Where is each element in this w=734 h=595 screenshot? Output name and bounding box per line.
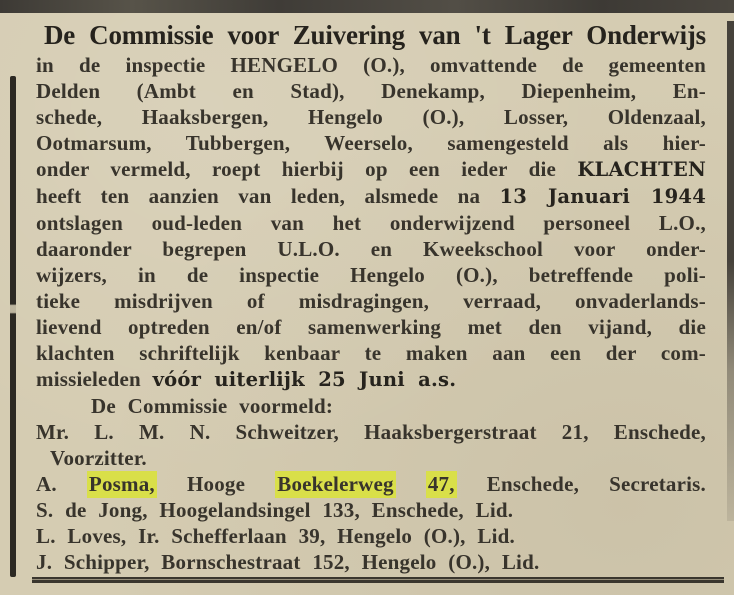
line-text: A. (36, 472, 87, 496)
article-title: De Commissie voor Zuivering van 't Lager Onderwijs (44, 20, 706, 50)
highlight-posma: Posma, (88, 472, 155, 496)
emphasis-date: 13 Januari 1944 (499, 185, 706, 208)
line-text: Enschede, Secretaris. (456, 472, 706, 496)
article-line (36, 183, 706, 210)
left-column-rule (10, 76, 16, 577)
line-text: tieke misdrijven of misdragingen, verraad, onvaderlands- (36, 289, 706, 313)
line-text: De Commissie voormeld: (91, 394, 334, 418)
line-text: S. de Jong, Hoogelandsingel 133, Enschede, Lid. (36, 498, 514, 522)
line-text: L. Loves, Ir. Schefferlaan 39, Hengelo (O.), Lid. (36, 524, 515, 548)
article-text (36, 20, 706, 575)
article-line (36, 314, 706, 340)
article-line (36, 236, 706, 262)
member-line-loves (36, 523, 706, 549)
article-line (36, 340, 706, 366)
article-line (36, 366, 706, 393)
line-text: J. Schipper, Bornschestraat 152, Hengelo (O.), Lid. (36, 550, 540, 574)
line-text: in de inspectie HENGELO (O.), omvattende de gemeenten (36, 53, 706, 77)
emphasis-deadline: vóór uiterlijk 25 Juni a.s. (152, 368, 457, 391)
line-text: Delden (Ambt en Stad), Denekamp, Diepenheim, En- (36, 79, 706, 103)
article-line (36, 156, 706, 183)
line-text: Ootmarsum, Tubbergen, Weerselo, samengesteld als hier- (36, 131, 706, 155)
article-line (36, 78, 706, 104)
highlight-47: 47, (427, 472, 455, 496)
member-line-schweitzer (36, 419, 706, 445)
member-line-dejong (36, 497, 706, 523)
article-line (36, 52, 706, 78)
bottom-divider-rule (32, 577, 724, 583)
member-line-posma (36, 471, 706, 497)
line-text: ontslagen oud-leden van het onderwijzend personeel L.O., (36, 211, 706, 235)
article-line (36, 104, 706, 130)
member-line-voorzitter (36, 445, 706, 471)
line-text: onder vermeld, roept hierbij op een ieder die (36, 157, 578, 181)
article-line (36, 288, 706, 314)
line-text: missieleden (36, 367, 153, 391)
highlight-boekelerweg: Boekelerweg (277, 472, 394, 496)
article-line (36, 262, 706, 288)
member-line-schipper (36, 549, 706, 575)
right-column-rule (727, 21, 734, 521)
line-text: Mr. L. M. N. Schweitzer, Haaksbergerstraat 21, Enschede, (36, 420, 706, 444)
line-text: Voorzitter. (50, 446, 147, 470)
line-text: klachten schriftelijk kenbaar te maken aan een der com- (36, 341, 706, 365)
article-line (36, 130, 706, 156)
article-line (36, 210, 706, 236)
line-text (396, 472, 426, 496)
line-text: heeft ten aanzien van leden, alsmede na (36, 184, 500, 208)
line-text: schede, Haaksbergen, Hengelo (O.), Losser, Oldenzaal, (36, 105, 706, 129)
line-text: wijzers, in de inspectie Hengelo (O.), betreffende poli- (36, 263, 706, 287)
line-text: Hooge (156, 472, 276, 496)
emphasis-klachten: KLACHTEN (577, 158, 706, 181)
top-edge-bar (0, 0, 734, 13)
line-text: daaronder begrepen U.L.O. en Kweekschool voor onder- (36, 237, 706, 261)
line-text: lievend optreden en/of samenwerking met den vijand, die (36, 315, 706, 339)
commission-voormeld-line (36, 393, 706, 419)
